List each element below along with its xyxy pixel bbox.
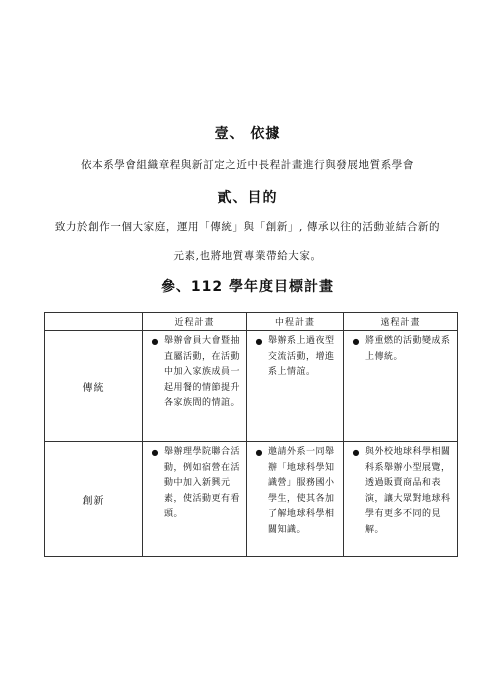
bullet-icon: ● <box>352 448 360 457</box>
header-empty <box>45 313 143 331</box>
header-long-term: 遠程計畫 <box>344 313 458 331</box>
cell-text: 舉辦理學院聯合活動，例如宿營在活動中加入新興元素，使活動更有看頭。 <box>164 447 241 519</box>
cell-text: 舉辦會員大會暨抽直屬活動，在活動中加入家族成員一起用餐的情節提升各家族間的情誼。 <box>164 336 241 408</box>
table-cell <box>344 442 458 557</box>
bullet-icon: ● <box>352 337 360 346</box>
section2-body-line2: 元素,也將地質專業帶給大家。 <box>173 250 322 262</box>
cell-text: 與外校地球科學相關科系舉辦小型展覽，透過販賣商品和表演，讓大眾對地球科學有更多不同的見解。 <box>365 447 451 535</box>
plan-table <box>44 312 458 557</box>
cell-text: 舉辦系上過夜型交流活動，增進系上情誼。 <box>268 336 335 377</box>
bullet-icon: ● <box>255 448 263 457</box>
table-row-innovation <box>45 442 458 557</box>
section2-body-line1: 致力於創作一個大家庭，運用「傳統」與「創新」, 傳承以往的活動並結合新的 <box>54 221 441 233</box>
section1-title: 壹、 依據 <box>214 126 281 142</box>
table-cell <box>247 331 344 442</box>
table-cell <box>344 331 458 442</box>
section3-title: 參、112 學年度目標計畫 <box>160 279 335 295</box>
section2-title: 貳、目的 <box>217 190 278 206</box>
table-cell <box>247 442 344 557</box>
bullet-icon: ● <box>151 337 159 346</box>
header-near-term: 近程計畫 <box>143 313 247 331</box>
table-cell <box>143 331 247 442</box>
table-row-tradition <box>45 331 458 442</box>
table-header-row <box>45 313 458 331</box>
cell-text: 邀請外系一同舉辦「地球科學知識營」服務國小學生，使其各加了解地球科學相關知識。 <box>268 447 335 535</box>
section1-body: 依本系學會組織章程與新訂定之近中長程計畫進行與發展地質系學會 <box>81 159 414 171</box>
row-label-tradition: 傳統 <box>45 331 143 442</box>
cell-text: 將重燃的活動變成系上傳統。 <box>365 336 451 362</box>
bullet-icon: ● <box>255 337 263 346</box>
row-label-innovation: 創新 <box>45 442 143 557</box>
bullet-icon: ● <box>151 448 159 457</box>
table-cell <box>143 442 247 557</box>
header-mid-term: 中程計畫 <box>247 313 344 331</box>
